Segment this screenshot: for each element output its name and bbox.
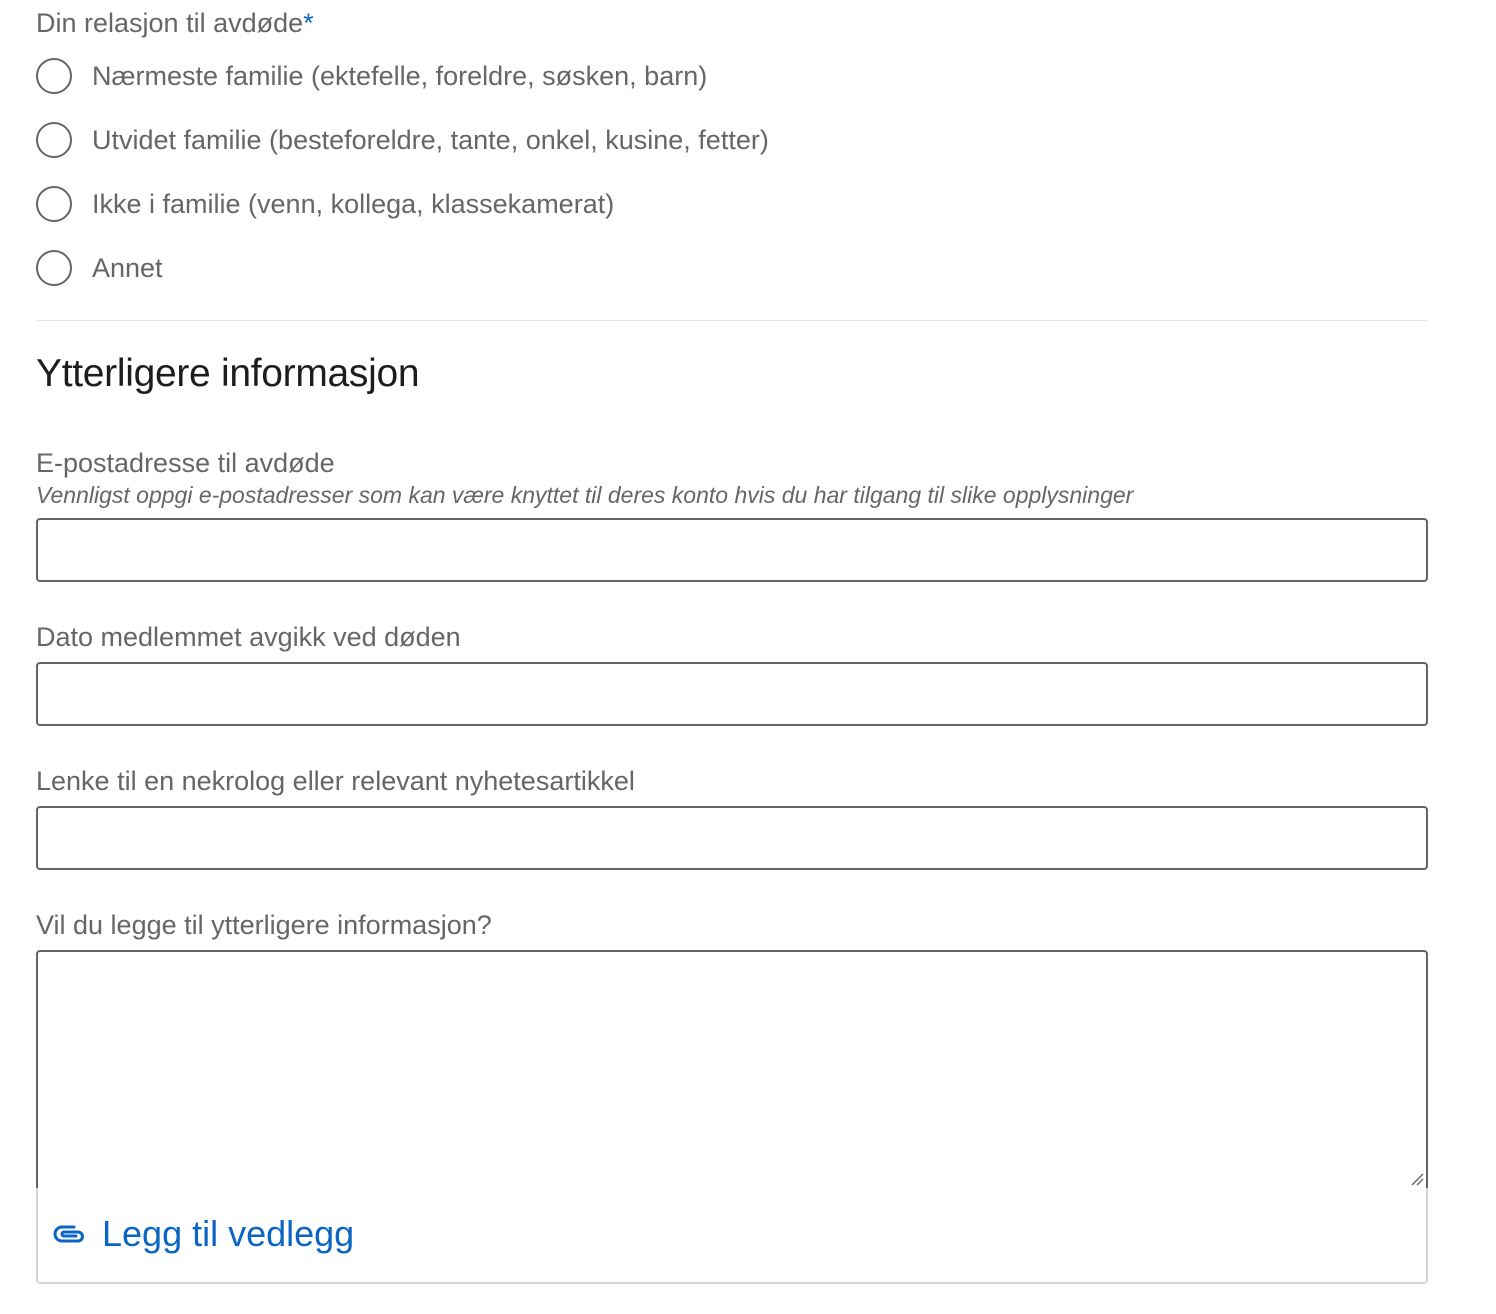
resize-grip-icon[interactable] bbox=[1410, 1172, 1424, 1186]
radio-button[interactable] bbox=[36, 58, 72, 94]
radio-option-not-family[interactable] bbox=[36, 184, 614, 224]
section-divider bbox=[36, 320, 1428, 321]
additional-info-textarea[interactable] bbox=[36, 950, 1428, 1190]
email-field[interactable] bbox=[36, 518, 1428, 582]
radio-option-label: Nærmeste familie (ektefelle, foreldre, søsken, barn) bbox=[92, 61, 708, 91]
section-title: Ytterligere informasjon bbox=[36, 352, 420, 395]
obituary-link-field[interactable] bbox=[36, 806, 1428, 870]
relation-question-text: Din relasjon til avdøde bbox=[36, 8, 304, 38]
add-attachment-button[interactable] bbox=[52, 1212, 354, 1256]
obituary-link-label: Lenke til en nekrolog eller relevant nyhetesartikkel bbox=[36, 766, 635, 796]
relation-question-label bbox=[36, 6, 314, 40]
radio-option-label: Ikke i familie (venn, kollega, klassekamerat) bbox=[92, 189, 615, 219]
paperclip-icon bbox=[52, 1222, 88, 1246]
radio-option-label: Utvidet familie (besteforeldre, tante, onkel, kusine, fetter) bbox=[92, 125, 769, 155]
radio-option-label: Annet bbox=[92, 253, 163, 283]
date-of-death-field[interactable] bbox=[36, 662, 1428, 726]
radio-option-extended-family[interactable] bbox=[36, 120, 769, 160]
email-field-label: E-postadresse til avdøde bbox=[36, 448, 335, 478]
radio-button[interactable] bbox=[36, 122, 72, 158]
email-field-hint: Vennligst oppgi e-postadresser som kan være knyttet til deres konto hvis du har tilgang til slike opplysninger bbox=[36, 482, 1134, 508]
radio-button[interactable] bbox=[36, 250, 72, 286]
required-asterisk: * bbox=[303, 8, 314, 38]
attachment-bar bbox=[36, 1188, 1428, 1284]
add-attachment-label: Legg til vedlegg bbox=[102, 1213, 355, 1254]
radio-button[interactable] bbox=[36, 186, 72, 222]
additional-info-label: Vil du legge til ytterligere informasjon? bbox=[36, 910, 492, 940]
radio-option-immediate-family[interactable] bbox=[36, 56, 707, 96]
radio-option-other[interactable] bbox=[36, 248, 163, 288]
date-of-death-label: Dato medlemmet avgikk ved døden bbox=[36, 622, 461, 652]
